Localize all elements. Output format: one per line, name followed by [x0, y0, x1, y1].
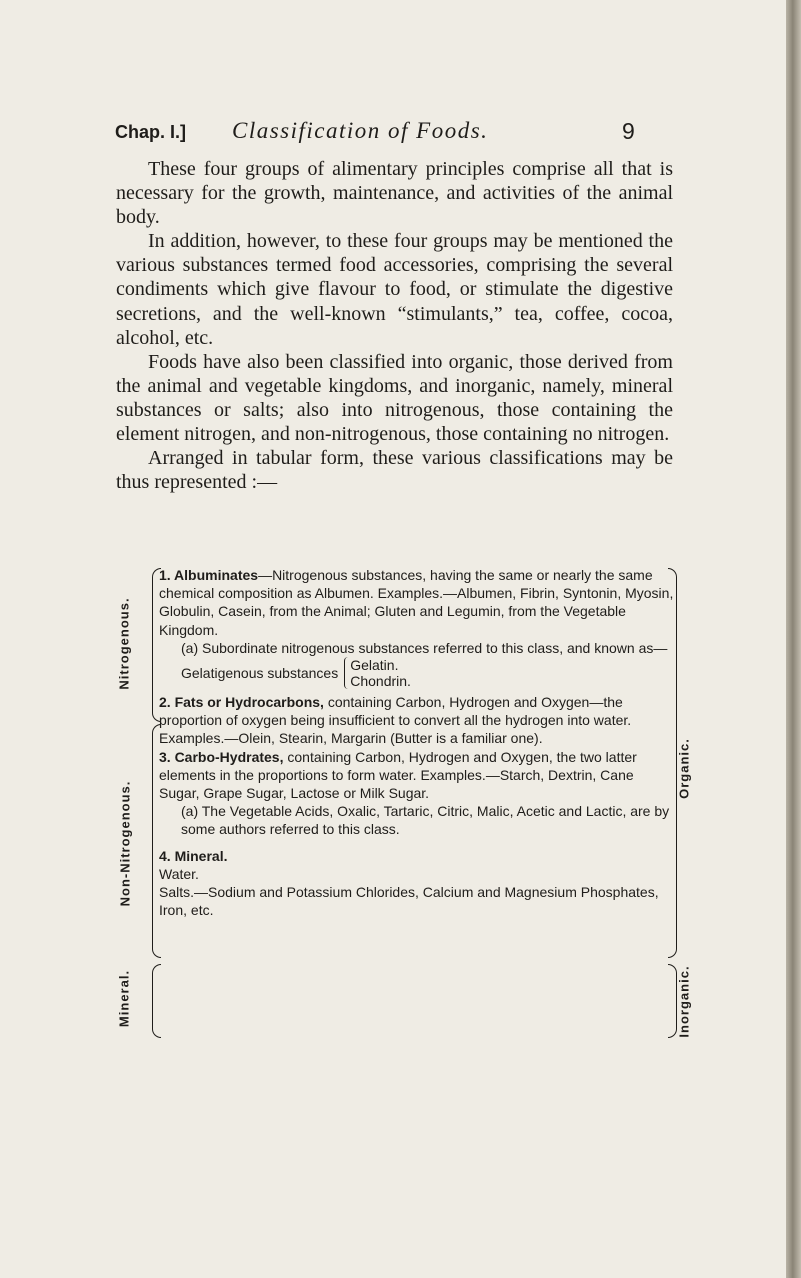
- entry-head: 4. Mineral.: [159, 847, 228, 864]
- classification-entries: [159, 566, 675, 919]
- entry-text: containing Carbon, Hydrogen and Oxygen—the proportion of oxygen being insufficient to convert all the hydrogen into water. Examples.—Olein, Stearin, Margarin (Butter is a familiar one).: [159, 694, 632, 747]
- entry-sub-a-acids: (a) The Vegetable Acids, Oxalic, Tartaric, Citric, Malic, Acetic and Lactic, are by some authors referred to this class.: [181, 803, 670, 838]
- entry-head: 1. Albuminates: [159, 567, 259, 583]
- paragraph: These four groups of alimentary principles comprise all that is necessary for the growth, maintenance, and activities of the animal body.: [116, 158, 673, 229]
- entry-text: containing Carbon, Hydrogen and Oxygen, the two latter elements in the proportions to form water. Examples.—Starch, Dextrin, Cane Sugar, Grape Sugar, Lactose or Milk Sugar.: [159, 748, 637, 802]
- entry-albuminates: [159, 566, 675, 639]
- gelatigenous-row: [159, 657, 675, 689]
- chondrin-item: Chondrin.: [350, 673, 411, 690]
- page-header: [0, 118, 786, 148]
- nitrogenous-label: Nitrogenous.: [116, 597, 132, 690]
- page-number: 9: [622, 118, 635, 144]
- non-nitrogenous-label: Non-Nitrogenous.: [117, 780, 133, 907]
- paragraph: In addition, however, to these four groups may be mentioned the various substances termed food accessories, comprising the several condiments which give flavour to food, or stimulate the digestive secretions, and the well-known “stimulants,” tea, coffee, cocoa, alcohol, etc.: [116, 230, 673, 349]
- gelatin-item: Gelatin.: [350, 657, 399, 674]
- entry-carbohydrates: [159, 748, 675, 803]
- page-edge: [786, 0, 801, 1278]
- inorganic-label: Inorganic.: [676, 965, 692, 1038]
- entry-text: —Nitrogenous substances, having the same or nearly the same chemical composition as Albumen. Examples.—Albumen, Fibrin, Syntonin, Myosin, Globulin, Casein, from the Animal; Gluten and Legumin, from the Vegetable Kingdom.: [159, 567, 674, 638]
- paragraph: Foods have also been classified into organic, those derived from the animal and vegetable kingdoms, and inorganic, namely, mineral substances or salts; also into nitrogenous, those containing the element nitrogen, and non-nitrogenous, those containing no nitrogen.: [116, 350, 673, 446]
- chapter-label: Chap. I.]: [115, 122, 186, 142]
- entry-head: 2. Fats or Hydrocarbons,: [159, 694, 324, 711]
- organic-label: Organic.: [676, 738, 692, 799]
- entry-salts: Salts.—Sodium and Potassium Chlorides, Calcium and Magnesium Phosphates, Iron, etc.: [159, 884, 659, 919]
- body-text: [116, 157, 673, 494]
- entry-mineral: [159, 847, 675, 865]
- gelatigenous-label: Gelatigenous substances: [181, 664, 339, 681]
- mineral-bracket: [152, 964, 161, 1038]
- entry-head: 3. Carbo-Hydrates,: [159, 748, 284, 765]
- mineral-label: Mineral.: [116, 969, 132, 1028]
- paragraph: Arranged in tabular form, these various classifications may be thus represented :—: [116, 447, 673, 494]
- classification-table: [116, 566, 756, 1038]
- gelatigenous-items: [344, 657, 411, 689]
- entry-water: Water.: [159, 865, 199, 882]
- entry-fats: [159, 693, 675, 748]
- entry-sub-a-nitrogenous: (a) Subordinate nitrogenous substances referred to this class, and known as—: [181, 639, 668, 656]
- running-title: Classification of Foods.: [232, 118, 489, 143]
